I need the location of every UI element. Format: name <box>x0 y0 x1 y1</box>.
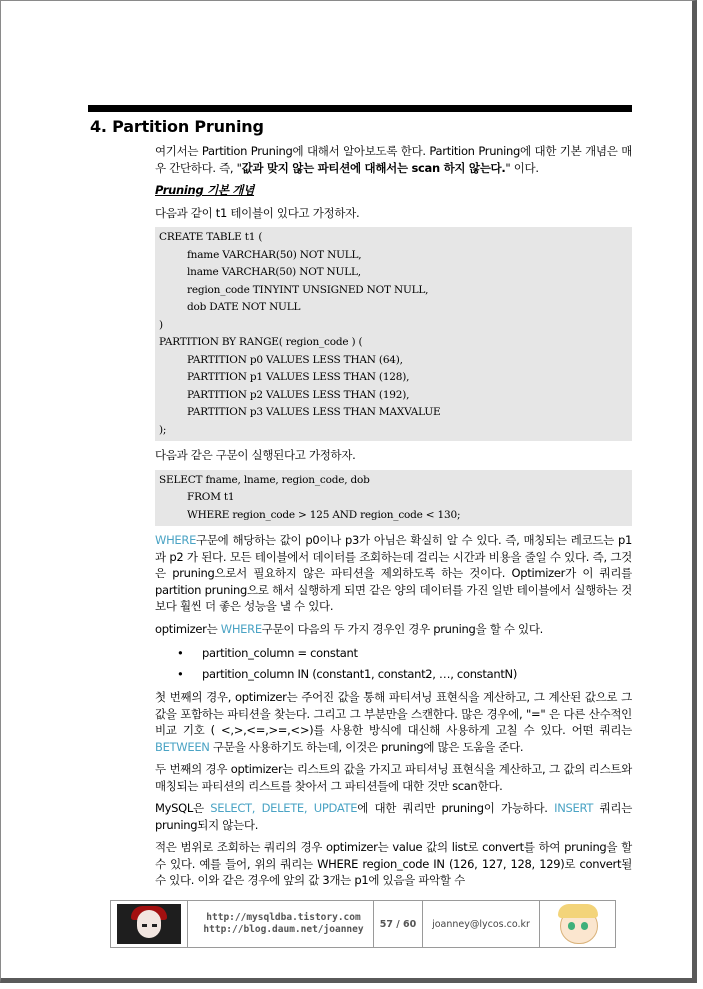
first-case-text-b: 구문을 사용하기도 하는데, 이것은 pruning에 많은 도움을 준다. <box>209 739 524 754</box>
section-title: 4. Partition Pruning <box>90 117 264 136</box>
code-line: PARTITION p3 VALUES LESS THAN MAXVALUE <box>187 406 441 418</box>
query-intro-paragraph: 다음과 같은 구문이 실행된다고 가정하자. <box>155 448 356 462</box>
mysql-text-c: 쿼리는 pruning되지 않는다. <box>155 801 632 832</box>
blog-link-daum[interactable]: http://blog.daum.net/joanney <box>203 924 364 935</box>
mysql-text-a: MySQL은 <box>155 801 211 815</box>
keyword-between: BETWEEN <box>155 739 210 754</box>
code-line: PARTITION p2 VALUES LESS THAN (192), <box>187 388 410 401</box>
code-line: PARTITION p0 VALUES LESS THAN (64), <box>187 353 403 366</box>
code-line: fname VARCHAR(50) NOT NULL, <box>187 248 362 261</box>
footer-links <box>188 901 374 947</box>
code-line: WHERE region_code > 125 AND region_code < 130; <box>187 508 461 521</box>
pruning-cases-list <box>155 643 632 685</box>
code-line: region_code TINYINT UNSIGNED NOT NULL, <box>187 283 429 296</box>
first-case-text-a: 첫 번째의 경우, optimizer는 주어진 값을 통해 파티셔닝 표현식을 계산하고, 그 계산된 값으로 그 값을 포함하는 파티션을 찾는다. 그리고 그 부분만을 스캔한다. 많은 경우에, "=" 은 다른 산수적인 비교 기호 ( <,>,<=,>=,<>)를 사용한 방식에 대신해 사용하게 고칠 수 있다. 어떤 쿼리는 <box>155 690 632 737</box>
list-item: • partition_column = constant <box>177 643 632 664</box>
code-line: PARTITION BY RANGE( region_code ) ( <box>159 336 363 348</box>
keyword-where: WHERE <box>155 533 197 547</box>
list-item: • partition_column IN (constant1, constant2, …, constantN) <box>177 664 632 685</box>
intro-text-c: " 이다. <box>505 160 539 175</box>
cases-text-b: 구문이 다음의 두 가지 경우인 경우 pruning을 할 수 있다. <box>261 621 544 636</box>
intro-text-a: 여기서는 Partition Pruning에 대해서 알아보도록 한다. Partition Pruning에 대한 기본 개념은 매우 간단하다. 즉, " <box>155 144 632 175</box>
select-query-code-block <box>155 470 632 527</box>
code-line: PARTITION p1 VALUES LESS THAN (128), <box>187 371 410 383</box>
mysql-support-paragraph <box>155 800 632 833</box>
author-avatar-right <box>540 901 615 947</box>
create-table-code-block <box>155 227 632 441</box>
document-body <box>155 143 632 895</box>
page-footer <box>110 900 616 948</box>
dark-character-icon <box>117 904 181 944</box>
where-explanation-paragraph <box>155 532 632 615</box>
where-explanation-text: 구문에 해당하는 값이 p0이나 p3가 아님은 확실히 알 수 있다. 즉, 매칭되는 레코드는 p1 과 p2 가 된다. 모든 테이블에서 데이터를 조회하는데 걸리는 시간과 비용을 줄일 수 있다. 즉, 그것은 pruning으로서 필요하지 않은 파티션을 제외하도록 하는 것이다. Optimizer가 이 쿼리를 partition pruning으로 해서 실행하게 되면 같은 양의 데이터를 가진 일반 테이블에서 실행하는 것 보다 훨씬 더 좋은 성능을 낼 수 있다. <box>155 533 632 613</box>
keyword-insert: INSERT <box>554 801 594 815</box>
intro-text-bold: 값과 맞지 않는 파티션에 대해서는 scan 하지 않는다. <box>241 160 506 175</box>
range-query-paragraph: 적은 범위로 조회하는 쿼리의 경우 optimizer는 value 값의 list로 convert를 하여 pruning을 할 수 있다. 예를 들어, 위의 쿼리는 WHERE region_code IN (126, 127, 128, 129)로 convert될 수 있다. 이와 같은 경우에 앞의 값 3개는 p1에 있음을 파악할 수 <box>155 840 632 887</box>
code-line: FROM t1 <box>187 491 235 503</box>
code-line: lname VARCHAR(50) NOT NULL, <box>187 266 361 278</box>
code-line: ); <box>159 423 167 436</box>
code-line: ) <box>159 318 163 331</box>
keyword-where: WHERE <box>220 621 262 636</box>
page-number: 57 / 60 <box>374 901 423 947</box>
first-case-paragraph <box>155 689 632 755</box>
second-case-paragraph: 두 번째의 경우 optimizer는 리스트의 값을 가지고 파티셔닝 표현식을 계산하고, 그 값의 리스트와 매칭되는 파티션의 리스트를 찾아서 그 파티션들에 대한 것만 scan한다. <box>155 762 632 793</box>
blog-link-tistory[interactable]: http://mysqldba.tistory.com <box>206 912 361 923</box>
code-line: SELECT fname, lname, region_code, dob <box>159 473 370 486</box>
section-top-rule <box>88 105 632 112</box>
author-avatar-left <box>111 901 188 947</box>
pruning-cases-paragraph <box>155 621 632 638</box>
cute-character-icon <box>550 904 606 944</box>
code-line: CREATE TABLE t1 ( <box>159 231 263 243</box>
sub-heading: Pruning 기본 개념 <box>155 183 255 197</box>
author-email[interactable]: joanney@lycos.co.kr <box>423 901 540 947</box>
table-intro-paragraph: 다음과 같이 t1 테이블이 있다고 가정하자. <box>155 205 360 220</box>
cases-text-a: optimizer는 <box>155 621 221 636</box>
keyword-select-delete-update: SELECT, DELETE, UPDATE <box>210 801 358 815</box>
code-line: dob DATE NOT NULL <box>187 301 301 313</box>
mysql-text-b: 에 대한 쿼리만 pruning이 가능하다. <box>357 801 555 815</box>
intro-paragraph <box>155 143 632 176</box>
